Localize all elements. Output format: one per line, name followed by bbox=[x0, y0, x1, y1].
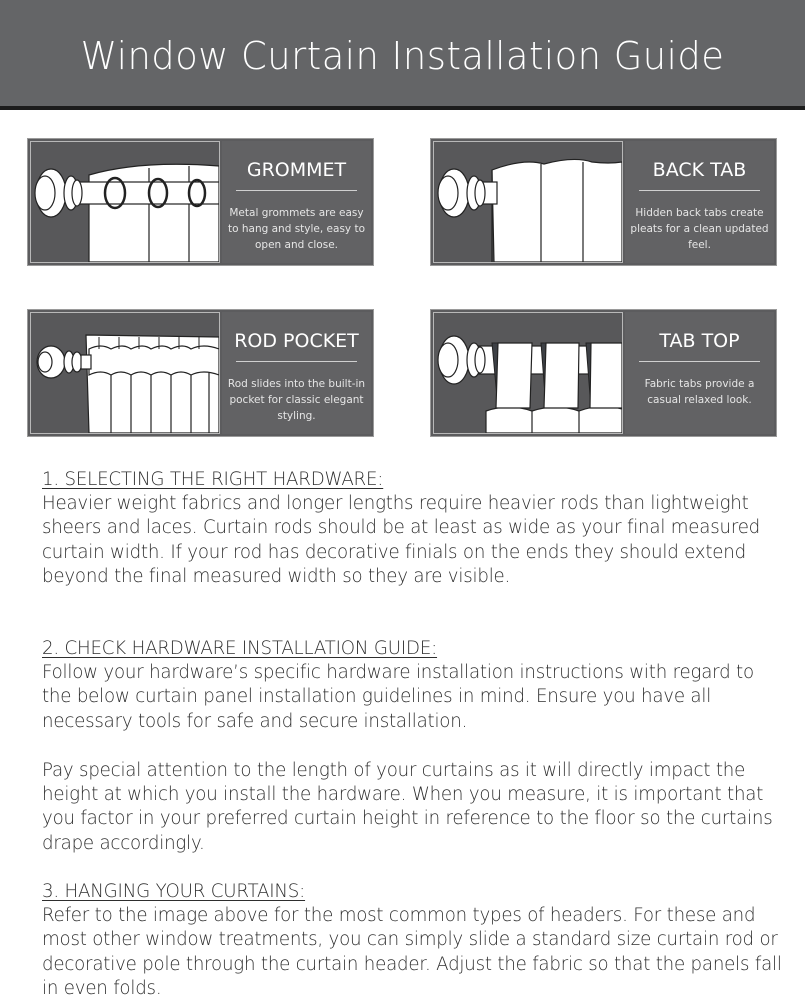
section-paragraph: Heavier weight fabrics and longer lengths require heavier rods than lightweight sheers and laces. Curtain rods should be at least as wide as your final measured curtain width. If your rod has decorative finials on the ends they should extend beyond the final measured width so they are visible. bbox=[42, 493, 761, 587]
page-header bbox=[0, 0, 805, 106]
back-tab-curtain-illustration bbox=[433, 141, 623, 263]
section-selecting-hardware bbox=[42, 468, 782, 589]
section-heading: 1. SELECTING THE RIGHT HARDWARE: bbox=[42, 469, 384, 490]
card-text-panel bbox=[222, 312, 371, 434]
curtain-type-name: TAB TOP bbox=[659, 330, 740, 352]
section-heading: 2. CHECK HARDWARE INSTALLATION GUIDE: bbox=[42, 638, 438, 659]
tab-top-curtain-illustration bbox=[433, 312, 623, 434]
curtain-type-description: Metal grommets are easy to hang and style, easy to open and close. bbox=[227, 207, 366, 251]
curtain-type-description: Hidden back tabs create pleats for a clean updated feel. bbox=[630, 207, 769, 251]
curtain-type-description: Rod slides into the built-in pocket for classic elegant styling. bbox=[227, 378, 366, 422]
curtain-type-card-back-tab bbox=[430, 138, 777, 266]
grommet-curtain-illustration bbox=[30, 141, 220, 263]
section-paragraph: Pay special attention to the length of your curtains as it will directly impact the height at which you install the hardware. When you measure, it is important that you factor in your preferred curtain height in reference to the floor so the curtains drape accordingly. bbox=[42, 760, 773, 854]
divider bbox=[236, 190, 357, 191]
card-text-panel bbox=[625, 141, 774, 263]
section-hanging-curtains bbox=[42, 880, 782, 1001]
divider bbox=[639, 190, 760, 191]
card-text-panel bbox=[625, 312, 774, 434]
divider bbox=[236, 361, 357, 362]
divider bbox=[639, 361, 760, 362]
section-paragraph: Refer to the image above for the most common types of headers. For these and most other window treatments, you can simply slide a standard size curtain rod or decorative pole through the curtain header. Adjust the fabric so that the panels fall in even folds. bbox=[42, 905, 782, 999]
curtain-type-name: BACK TAB bbox=[652, 159, 747, 181]
header-divider bbox=[0, 106, 805, 110]
section-paragraph: Follow your hardware’s specific hardware installation instructions with regard to the below curtain panel installation guidelines in mind. Ensure you have all necessary tools for safe and secure installation. bbox=[42, 662, 754, 732]
curtain-type-name: ROD POCKET bbox=[234, 330, 359, 352]
rod-pocket-curtain-illustration bbox=[30, 312, 220, 434]
curtain-type-card-grommet bbox=[27, 138, 374, 266]
card-text-panel bbox=[222, 141, 371, 263]
curtain-type-card-tab-top bbox=[430, 309, 777, 437]
section-check-hardware-guide-note bbox=[42, 759, 782, 856]
curtain-type-name: GROMMET bbox=[246, 159, 347, 181]
section-heading: 3. HANGING YOUR CURTAINS: bbox=[42, 881, 306, 902]
curtain-type-description: Fabric tabs provide a casual relaxed look. bbox=[644, 378, 755, 406]
page-title: Window Curtain Installation Guide bbox=[80, 34, 725, 78]
curtain-type-card-rod-pocket bbox=[27, 309, 374, 437]
section-check-hardware-guide bbox=[42, 637, 782, 734]
